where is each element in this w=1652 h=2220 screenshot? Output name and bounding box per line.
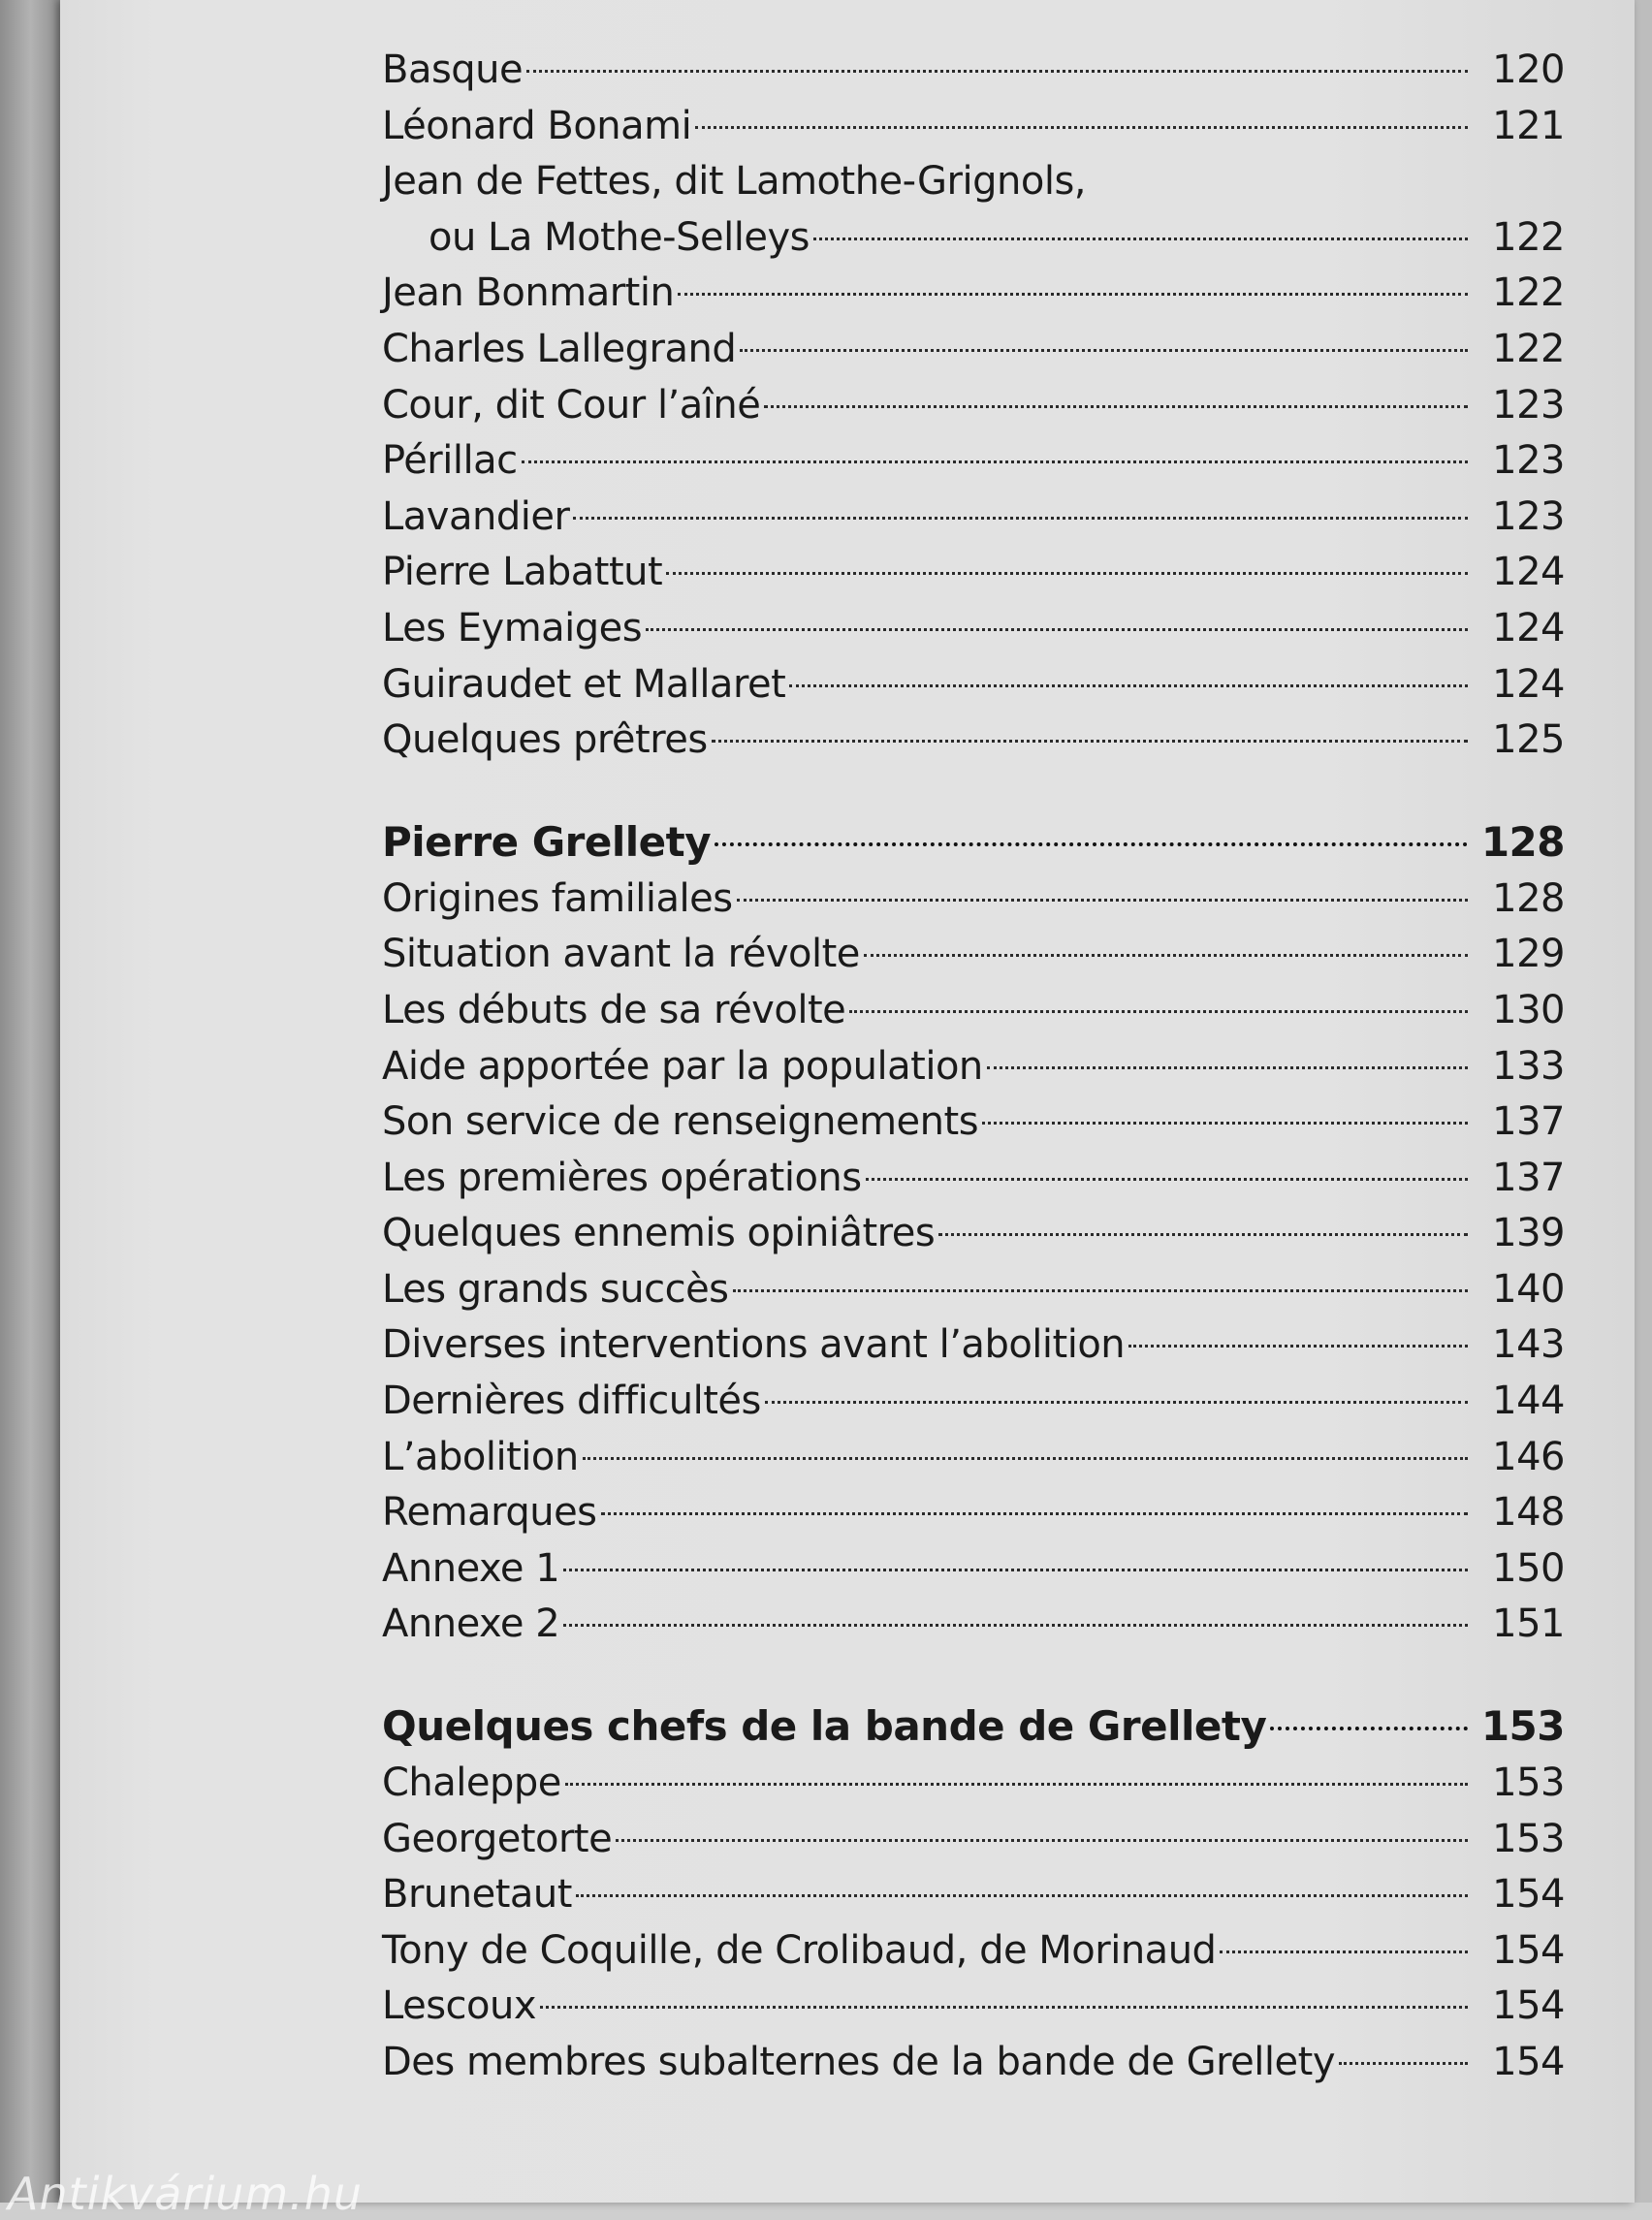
entry-page: 148 — [1492, 1490, 1565, 1536]
entry-label: Charles Lallegrand — [382, 326, 737, 371]
dot-leader — [715, 842, 1468, 846]
dot-leader — [695, 126, 1468, 129]
entry-page: 144 — [1492, 1379, 1565, 1424]
entry-page: 140 — [1492, 1266, 1565, 1312]
entry-page: 122 — [1492, 270, 1565, 316]
entry-page: 139 — [1492, 1211, 1565, 1256]
dot-leader — [646, 628, 1468, 631]
dot-leader — [616, 1839, 1468, 1842]
entry-label: Situation avant la révolte — [382, 932, 860, 977]
entry-page: 153 — [1492, 1816, 1565, 1861]
toc-entry — [382, 1597, 1565, 1653]
dot-leader — [678, 293, 1468, 296]
entry-page: 129 — [1492, 932, 1565, 977]
toc-entry — [382, 1923, 1565, 1980]
entry-page: 124 — [1492, 605, 1565, 650]
toc-entry — [382, 1867, 1565, 1923]
toc-entry — [382, 1756, 1565, 1812]
entry-page: 128 — [1480, 817, 1565, 866]
toc-entry — [382, 713, 1565, 769]
entry-label: Origines familiales — [382, 875, 733, 921]
toc-entry — [382, 545, 1565, 601]
entry-label: Quelques prêtres — [382, 717, 708, 763]
entry-page: 123 — [1492, 493, 1565, 539]
dot-leader — [764, 405, 1468, 408]
entry-label: Son service de renseignements — [382, 1099, 979, 1145]
entry-page: 137 — [1492, 1099, 1565, 1145]
toc-entry — [382, 2035, 1565, 2091]
entry-page: 121 — [1492, 103, 1565, 148]
entry-label: Chaleppe — [382, 1760, 561, 1806]
entry-label: Les premières opérations — [382, 1155, 862, 1200]
dot-leader — [765, 1401, 1468, 1404]
dot-leader — [573, 517, 1468, 520]
dot-leader — [1128, 1345, 1468, 1348]
toc-entry — [382, 1206, 1565, 1262]
entry-label: Quelques ennemis opiniâtres — [382, 1211, 936, 1256]
dot-leader — [563, 1569, 1468, 1571]
entry-page: 128 — [1492, 875, 1565, 921]
entry-label: Jean Bonmartin — [382, 270, 675, 316]
entry-label: Brunetaut — [382, 1872, 572, 1918]
dot-leader — [1339, 2062, 1468, 2065]
entry-label: Les grands succès — [382, 1266, 729, 1312]
entry-label: Les Eymaiges — [382, 605, 643, 650]
toc-entry — [382, 983, 1565, 1039]
section-gap — [382, 1653, 1565, 1697]
toc-section-heading — [382, 813, 1565, 872]
dot-leader — [522, 460, 1468, 463]
entry-label: Dernières difficultés — [382, 1379, 761, 1424]
toc-entry — [382, 1430, 1565, 1486]
entry-page: 154 — [1492, 1983, 1565, 2029]
dot-leader — [576, 1894, 1468, 1897]
toc-entry — [382, 1151, 1565, 1207]
entry-page: 122 — [1492, 326, 1565, 371]
toc-entry — [382, 378, 1565, 434]
entry-label: Aide apportée par la population — [382, 1043, 983, 1089]
toc-entry — [382, 1039, 1565, 1095]
dot-leader — [583, 1457, 1468, 1460]
dot-leader — [987, 1066, 1468, 1069]
entry-page: 133 — [1492, 1043, 1565, 1089]
toc-entry — [382, 657, 1565, 714]
entry-label: Cour, dit Cour l’aîné — [382, 382, 761, 428]
entry-label: Diverses interventions avant l’abolition — [382, 1322, 1126, 1368]
entry-page: 137 — [1492, 1155, 1565, 1200]
toc-entry — [382, 43, 1565, 99]
entry-page: 124 — [1492, 661, 1565, 707]
dot-leader — [737, 899, 1468, 902]
entry-label: Pierre Labattut — [382, 550, 663, 595]
entry-label: Quelques chefs de la bande de Grellety — [382, 1702, 1267, 1751]
entry-label: Jean de Fettes, dit Lamothe-Grignols, — [382, 159, 1086, 205]
entry-label: Léonard Bonami — [382, 103, 692, 148]
toc-entry-first-line — [382, 154, 1565, 210]
entry-page: 154 — [1492, 2040, 1565, 2084]
dot-leader — [866, 1178, 1468, 1181]
dot-leader — [1270, 1727, 1468, 1730]
entry-label: L’abolition — [382, 1434, 579, 1479]
dot-leader — [712, 740, 1468, 743]
toc-entry — [382, 1374, 1565, 1430]
dot-leader — [666, 572, 1468, 575]
entry-page: 151 — [1492, 1602, 1565, 1647]
toc-entry — [382, 1317, 1565, 1374]
entry-label: Pierre Grellety — [382, 817, 712, 866]
toc-entry — [382, 322, 1565, 378]
dot-leader — [740, 349, 1468, 352]
entry-label: Georgetorte — [382, 1816, 613, 1861]
dot-leader — [789, 684, 1468, 687]
dot-leader — [938, 1233, 1468, 1236]
toc-entry-continuation — [382, 210, 1565, 267]
entry-page: 154 — [1492, 1927, 1565, 1973]
toc-entry — [382, 490, 1565, 546]
dot-leader — [526, 70, 1468, 73]
background-right — [1635, 0, 1652, 2203]
entry-label: Des membres subalternes de la bande de Grellety — [382, 2040, 1335, 2084]
dot-leader — [601, 1512, 1468, 1515]
toc-entry — [382, 1094, 1565, 1151]
entry-page: 130 — [1492, 987, 1565, 1032]
entry-label: ou La Mothe-Selleys — [429, 214, 810, 260]
section-gap — [382, 769, 1565, 813]
entry-page: 122 — [1492, 214, 1565, 260]
table-of-contents — [382, 43, 1565, 2091]
entry-label: Annexe 1 — [382, 1545, 560, 1591]
entry-label: Lavandier — [382, 493, 570, 539]
entry-label: Remarques — [382, 1490, 597, 1536]
dot-leader — [563, 1624, 1468, 1627]
dot-leader — [813, 238, 1468, 240]
dot-leader — [982, 1122, 1468, 1125]
entry-page: 154 — [1492, 1872, 1565, 1918]
entry-label: Basque — [382, 48, 524, 92]
toc-entry — [382, 1812, 1565, 1868]
entry-page: 124 — [1492, 550, 1565, 595]
dot-leader — [733, 1289, 1468, 1292]
entry-label: Lescoux — [382, 1983, 537, 2029]
entry-label: Périllac — [382, 438, 518, 484]
toc-entry — [382, 433, 1565, 490]
entry-page: 150 — [1492, 1545, 1565, 1591]
dot-leader — [1220, 1950, 1468, 1953]
toc-entry — [382, 1979, 1565, 2035]
background-left — [0, 0, 68, 2203]
entry-page: 146 — [1492, 1434, 1565, 1479]
entry-page: 143 — [1492, 1322, 1565, 1368]
watermark-text: Antikvárium.hu — [8, 2168, 364, 2220]
dot-leader — [565, 1783, 1468, 1786]
entry-label: Tony de Coquille, de Crolibaud, de Morinaud — [382, 1927, 1217, 1973]
toc-entry — [382, 1541, 1565, 1598]
toc-entry — [382, 1262, 1565, 1318]
toc-entry — [382, 872, 1565, 928]
entry-page: 120 — [1492, 48, 1565, 92]
entry-page: 153 — [1492, 1760, 1565, 1806]
entry-label: Annexe 2 — [382, 1602, 560, 1647]
entry-label: Les débuts de sa révolte — [382, 987, 846, 1032]
entry-page: 125 — [1492, 717, 1565, 763]
entry-label: Guiraudet et Mallaret — [382, 661, 786, 707]
dot-leader — [540, 2006, 1468, 2009]
toc-entry — [382, 99, 1565, 155]
toc-section-heading — [382, 1697, 1565, 1756]
dot-leader — [849, 1010, 1468, 1013]
entry-page: 153 — [1480, 1702, 1565, 1751]
dot-leader — [864, 954, 1468, 957]
entry-page: 123 — [1492, 438, 1565, 484]
toc-entry — [382, 266, 1565, 322]
book-page — [60, 0, 1635, 2203]
entry-page: 123 — [1492, 382, 1565, 428]
toc-entry — [382, 927, 1565, 983]
toc-entry — [382, 1485, 1565, 1541]
toc-entry — [382, 601, 1565, 657]
